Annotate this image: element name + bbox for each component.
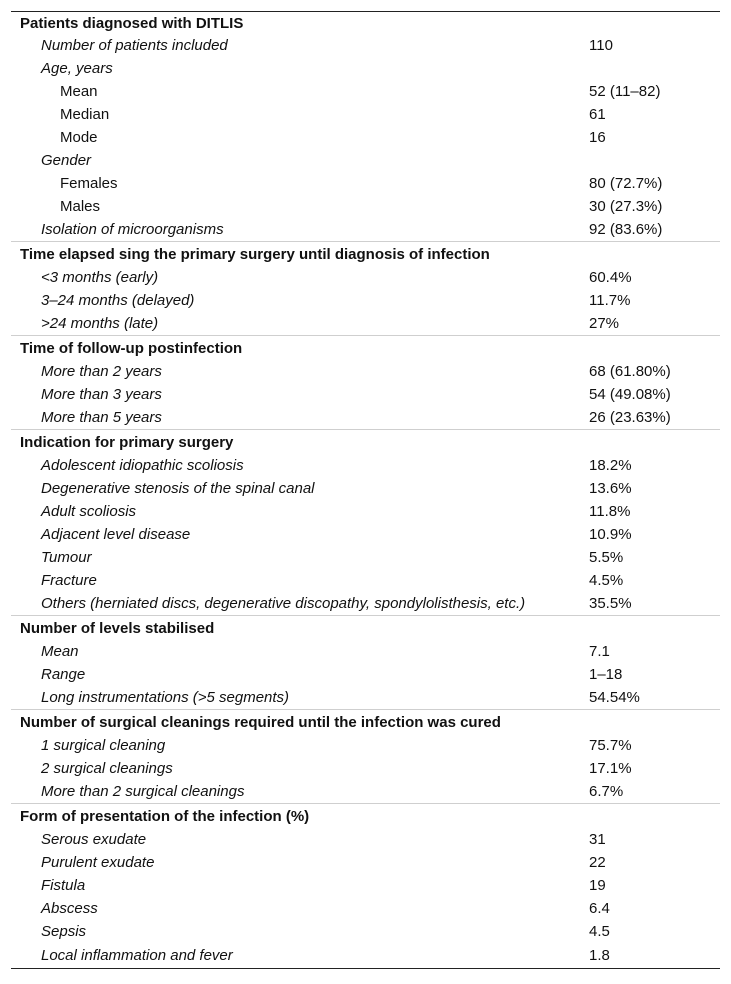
row-value: 19 bbox=[589, 877, 606, 894]
row-value: 110 bbox=[589, 37, 613, 54]
row-label: <3 months (early) bbox=[41, 269, 159, 286]
row-value: 4.5% bbox=[589, 572, 624, 589]
row-label: Females bbox=[60, 175, 118, 192]
row-value: 1.8 bbox=[589, 947, 610, 964]
row-value bbox=[589, 149, 720, 172]
row-value: 7.1 bbox=[589, 643, 610, 660]
table-row bbox=[11, 569, 720, 592]
row-value: 6.4 bbox=[589, 900, 610, 917]
row-value: 22 bbox=[589, 854, 606, 871]
row-label: Number of patients included bbox=[41, 37, 228, 54]
section-header bbox=[11, 336, 720, 361]
row-label: Purulent exudate bbox=[41, 854, 155, 871]
row-value: 75.7% bbox=[589, 737, 632, 754]
table-row bbox=[11, 640, 720, 663]
row-label: Tumour bbox=[41, 549, 92, 566]
row-value: 4.5 bbox=[589, 923, 610, 940]
row-value: 54 (49.08%) bbox=[589, 386, 671, 403]
row-label: Range bbox=[41, 666, 86, 683]
table-row bbox=[11, 780, 720, 804]
table-row bbox=[11, 126, 720, 149]
table-row bbox=[11, 897, 720, 920]
row-label: Serous exudate bbox=[41, 831, 147, 848]
table-row bbox=[11, 172, 720, 195]
table-row bbox=[11, 477, 720, 500]
ditlis-summary-table bbox=[11, 11, 720, 969]
table-row bbox=[11, 34, 720, 57]
table-row bbox=[11, 828, 720, 851]
row-value: 5.5% bbox=[589, 549, 624, 566]
row-value: 30 (27.3%) bbox=[589, 198, 663, 215]
row-label: Isolation of microorganisms bbox=[41, 221, 224, 238]
data-table bbox=[11, 12, 720, 968]
section-header bbox=[11, 710, 720, 735]
row-label: Long instrumentations (>5 segments) bbox=[41, 689, 290, 706]
row-label: Adult scoliosis bbox=[41, 503, 137, 520]
row-value: 52 (11–82) bbox=[589, 83, 661, 100]
row-label: Mode bbox=[60, 129, 98, 146]
section-title: Form of presentation of the infection (%) bbox=[11, 804, 720, 829]
row-label: Local inflammation and fever bbox=[41, 947, 233, 964]
section-header bbox=[11, 430, 720, 455]
row-value: 80 (72.7%) bbox=[589, 175, 663, 192]
table-row bbox=[11, 195, 720, 218]
section-header bbox=[11, 616, 720, 641]
table-row bbox=[11, 103, 720, 126]
row-label: Mean bbox=[41, 643, 79, 660]
row-value: 13.6% bbox=[589, 480, 632, 497]
table-row bbox=[11, 218, 720, 242]
row-value: 92 (83.6%) bbox=[589, 221, 663, 238]
table-row bbox=[11, 406, 720, 430]
row-label: 2 surgical cleanings bbox=[41, 760, 173, 777]
row-label: Males bbox=[60, 198, 101, 215]
row-label: Adjacent level disease bbox=[41, 526, 191, 543]
table-row bbox=[11, 851, 720, 874]
table-row bbox=[11, 57, 720, 80]
row-value: 26 (23.63%) bbox=[589, 409, 671, 426]
row-value: 54.54% bbox=[589, 689, 640, 706]
table-row bbox=[11, 546, 720, 569]
row-value: 18.2% bbox=[589, 457, 632, 474]
row-value: 35.5% bbox=[589, 595, 632, 612]
table-row bbox=[11, 289, 720, 312]
section-title: Number of surgical cleanings required until the infection was cured bbox=[11, 710, 720, 735]
table-row bbox=[11, 663, 720, 686]
row-label: Sepsis bbox=[41, 923, 87, 940]
row-value: 17.1% bbox=[589, 760, 632, 777]
row-label: Fracture bbox=[41, 572, 97, 589]
row-value: 10.9% bbox=[589, 526, 632, 543]
table-row bbox=[11, 312, 720, 336]
row-value: 11.8% bbox=[589, 503, 631, 520]
row-label: Others (herniated discs, degenerative discopathy, spondylolisthesis, etc.) bbox=[41, 595, 526, 612]
row-label: More than 2 surgical cleanings bbox=[41, 783, 245, 800]
row-label: Adolescent idiopathic scoliosis bbox=[41, 457, 244, 474]
section-title: Number of levels stabilised bbox=[11, 616, 720, 641]
section-header bbox=[11, 804, 720, 829]
table-row bbox=[11, 734, 720, 757]
row-value: 60.4% bbox=[589, 269, 632, 286]
row-value: 1–18 bbox=[589, 666, 623, 683]
row-label: Abscess bbox=[41, 900, 98, 917]
section-title: Time of follow-up postinfection bbox=[11, 336, 720, 361]
row-label: More than 5 years bbox=[41, 409, 162, 426]
row-label: Fistula bbox=[41, 877, 86, 894]
row-label: >24 months (late) bbox=[41, 315, 159, 332]
row-label: Degenerative stenosis of the spinal canal bbox=[41, 480, 315, 497]
table-row bbox=[11, 523, 720, 546]
row-value: 6.7% bbox=[589, 783, 624, 800]
row-value: 27% bbox=[589, 315, 620, 332]
table-row bbox=[11, 592, 720, 616]
row-label: Age, years bbox=[41, 60, 113, 77]
row-label: More than 2 years bbox=[41, 363, 162, 380]
row-value: 16 bbox=[589, 129, 606, 146]
row-label: 3–24 months (delayed) bbox=[41, 292, 195, 309]
table-row bbox=[11, 500, 720, 523]
section-title: Time elapsed sing the primary surgery until diagnosis of infection bbox=[11, 242, 720, 267]
table-row bbox=[11, 686, 720, 710]
row-label: 1 surgical cleaning bbox=[41, 737, 166, 754]
row-value: 11.7% bbox=[589, 292, 631, 309]
table-row bbox=[11, 943, 720, 968]
row-value: 61 bbox=[589, 106, 606, 123]
table-row bbox=[11, 920, 720, 943]
row-value: 31 bbox=[589, 831, 606, 848]
table-row bbox=[11, 383, 720, 406]
table-row bbox=[11, 360, 720, 383]
section-title: Patients diagnosed with DITLIS bbox=[20, 14, 244, 32]
table-row bbox=[11, 454, 720, 477]
table-row bbox=[11, 874, 720, 897]
section-header bbox=[11, 12, 720, 34]
row-label: Median bbox=[60, 106, 110, 123]
table-row bbox=[11, 757, 720, 780]
row-label: More than 3 years bbox=[41, 386, 162, 403]
table-row bbox=[11, 80, 720, 103]
row-label: Gender bbox=[41, 152, 92, 169]
row-label: Mean bbox=[60, 83, 98, 100]
section-title: Indication for primary surgery bbox=[11, 430, 720, 455]
row-value: 68 (61.80%) bbox=[589, 363, 671, 380]
row-value bbox=[589, 57, 720, 80]
section-header bbox=[11, 242, 720, 267]
table-row bbox=[11, 149, 720, 172]
table-row bbox=[11, 266, 720, 289]
